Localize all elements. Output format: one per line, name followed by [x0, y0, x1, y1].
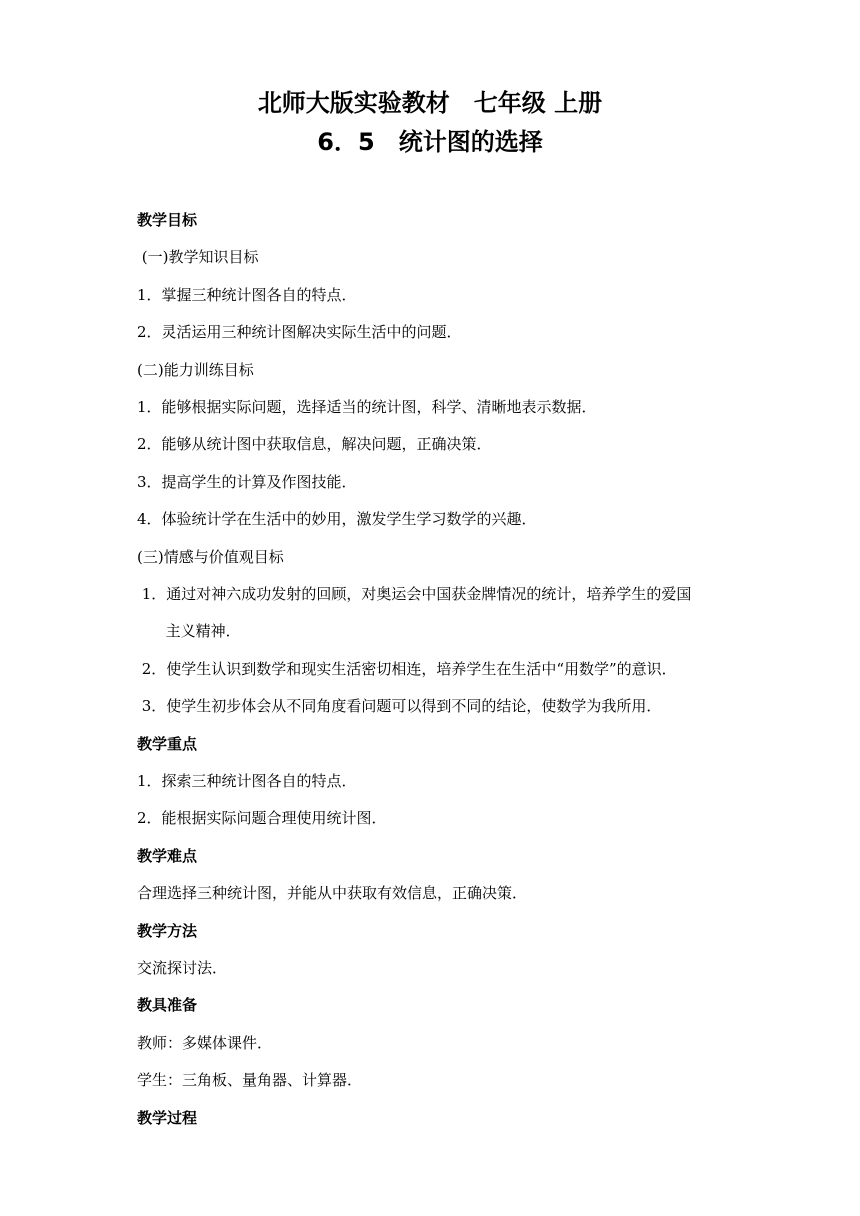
- section-heading-method: 教学方法: [137, 922, 198, 940]
- list-item: 4．体验统计学在生活中的妙用，激发学生学习数学的兴趣．: [137, 510, 537, 528]
- paragraph: 合理选择三种统计图，并能从中获取有效信息，正确决策．: [137, 884, 528, 902]
- subheading-knowledge: (一)教学知识目标: [137, 248, 259, 266]
- document-title: 北师大版实验教材 七年级 上册: [257, 89, 603, 117]
- section-heading-process: 教学过程: [137, 1109, 198, 1127]
- list-item-continuation: 主义精神．: [137, 622, 241, 640]
- list-item: 2．使学生认识到数学和现实生活密切相连，培养学生在生活中“用数学”的意识．: [137, 660, 677, 678]
- section-heading-objectives: 教学目标: [137, 211, 198, 229]
- subheading-emotion: (三)情感与价值观目标: [137, 548, 284, 566]
- list-item: 2．能够从统计图中获取信息，解决问题，正确决策．: [137, 435, 492, 453]
- list-item: 3．提高学生的计算及作图技能．: [137, 473, 357, 491]
- list-item: 1．探索三种统计图各自的特点．: [137, 772, 357, 790]
- section-heading-keypoints: 教学重点: [137, 735, 198, 753]
- list-item: 2．能根据实际问题合理使用统计图．: [137, 809, 387, 827]
- paragraph: 交流探讨法．: [137, 959, 228, 977]
- list-item: 1．能够根据实际问题，选择适当的统计图，科学、清晰地表示数据．: [137, 398, 597, 416]
- list-item: 1．通过对神六成功发射的回顾，对奥运会中国获金牌情况的统计，培养学生的爱国: [137, 585, 692, 603]
- lesson-title: 6．5 统计图的选择: [317, 128, 543, 156]
- list-item: 教师：多媒体课件．: [137, 1034, 273, 1052]
- list-item: 3．使学生初步体会从不同角度看问题可以得到不同的结论，使数学为我所用．: [137, 697, 662, 715]
- list-item: 1．掌握三种统计图各自的特点．: [137, 286, 357, 304]
- list-item: 2．灵活运用三种统计图解决实际生活中的问题．: [137, 323, 462, 341]
- subheading-ability: (二)能力训练目标: [137, 361, 254, 379]
- section-heading-difficulty: 教学难点: [137, 847, 198, 865]
- list-item: 学生：三角板、量角器、计算器．: [137, 1071, 363, 1089]
- section-heading-tools: 教具准备: [137, 996, 198, 1014]
